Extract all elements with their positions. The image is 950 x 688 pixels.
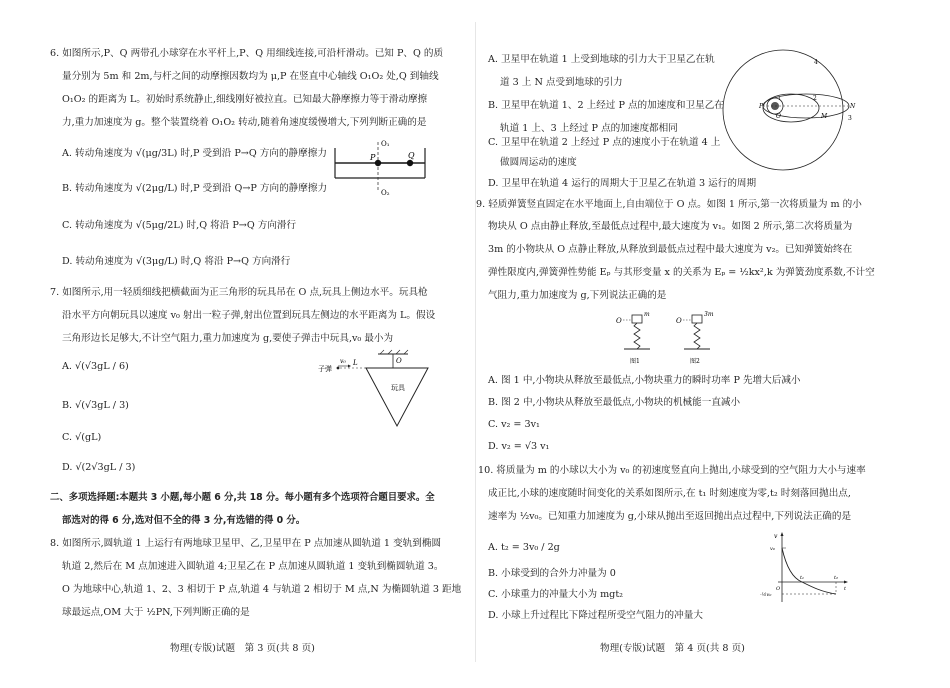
q9-fig-o-1: O	[616, 317, 622, 325]
q10-fig-neg-half-v0: -½v₀	[760, 592, 772, 598]
q7-fig-toy: 玩具	[391, 384, 405, 392]
q7-fig-bullet: 子弹	[318, 365, 332, 373]
q8-fig-label-1: 1	[778, 96, 782, 102]
q7-stem-line: 三角形边长足够大,不计空气阻力,重力加速度为 g,要使子弹击中玩具,v₀ 最小为	[62, 333, 394, 344]
q6-option-d[interactable]: D. 转动角速度为 √(3μg/L) 时,Q 将沿 P→Q 方向滑行	[62, 256, 291, 267]
q8-stem-line: 8. 如图所示,圆轨道 1 上运行有两地球卫星甲、乙,卫星甲在 P 点加速从圆轨道 1 变轨到椭圆	[50, 538, 442, 549]
q8-option-c[interactable]: C. 卫星甲在轨道 2 上经过 P 点的速度小于在轨道 4 上	[488, 137, 721, 148]
q6-option-b[interactable]: B. 转动角速度为 √(2μg/L) 时,P 受到沿 Q→P 方向的静摩擦力	[62, 183, 328, 194]
q8-stem-line: 球最远点,OM 大于 ½PN,下列判断正确的是	[62, 607, 250, 618]
q8-fig-m: M	[821, 113, 828, 120]
q9-fig-caption-2: 图2	[690, 358, 700, 365]
q6-option-a[interactable]: A. 转动角速度为 √(μg/3L) 时,P 受到沿 P→Q 方向的静摩擦力	[62, 148, 327, 159]
q8-option-a-cont: 道 3 上 N 点受到地球的引力	[500, 77, 623, 88]
q10-fig-v: v	[774, 533, 778, 540]
q10-option-d[interactable]: D. 小球上升过程比下降过程所受空气阻力的冲量大	[488, 610, 703, 621]
page-footer: 物理(专版)试题 第 3 页(共 8 页)	[170, 643, 315, 654]
q10-option-a[interactable]: A. t₂ = 3v₀ / 2g	[488, 542, 560, 553]
q10-option-b[interactable]: B. 小球受到的合外力冲量为 0	[488, 568, 616, 579]
q8-fig-p: P	[759, 103, 764, 110]
q9-fig-caption-1: 图1	[630, 358, 640, 365]
q8-fig-o: O	[776, 113, 781, 120]
q8-option-b-cont: 轨道 1 上、3 上经过 P 点的加速度都相同	[500, 123, 678, 134]
q8-orbit-figure	[723, 50, 883, 175]
q6-stem-line: O₁O₂ 的距离为 L。初始时系统静止,细线刚好被拉直。已知最大静摩擦力等于滑动摩擦	[62, 94, 428, 105]
q8-fig-label-4: 4	[814, 59, 818, 66]
q8-option-b[interactable]: B. 卫星甲在轨道 1、2 上经过 P 点的加速度和卫星乙在	[488, 100, 724, 111]
q9-stem-line: 弹性限度内,弹簧弹性势能 Eₚ 与其形变量 x 的关系为 Eₚ = ½kx²,k 为弹簧劲度系数,不计空	[488, 267, 875, 278]
q10-fig-v0: v₀	[770, 546, 775, 552]
q6-stem-line: 6. 如图所示,P、Q 两带孔小球穿在水平杆上,P、Q 用细线连接,可沿杆滑动。已知 P、Q 的质	[50, 48, 444, 59]
q9-option-d[interactable]: D. v₂ = √3 v₁	[488, 441, 550, 452]
q8-option-c-cont: 做圆周运动的速度	[500, 157, 577, 168]
q10-fig-t1: t₁	[800, 575, 805, 581]
q10-fig-t2: t₂	[834, 575, 839, 581]
q9-fig-m: m	[644, 311, 650, 318]
q8-option-d[interactable]: D. 卫星甲在轨道 4 运行的周期大于卫星乙在轨道 3 运行的周期	[488, 178, 757, 189]
q10-stem-line: 速率为 ½v₀。已知重力加速度为 g,小球从抛出至返回抛出点过程中,下列说法正确的是	[488, 511, 852, 522]
q9-stem-line: 9. 轻质弹簧竖直固定在水平地面上,自由端位于 O 点。如图 1 所示,第一次将质量为 m 的小	[476, 199, 862, 210]
q7-stem-line: 7. 如图所示,用一轻质细线把横截面为正三角形的玩具吊在 O 点,玩具上侧边水平。玩具枪	[50, 287, 428, 298]
q6-rod-figure	[330, 138, 430, 196]
q9-stem-line: 物块从 O 点由静止释放,至最低点过程中,最大速度为 v₁。如图 2 所示,第二次将质量为	[488, 221, 853, 232]
q10-fig-t: t	[844, 586, 847, 592]
page-divider	[475, 22, 476, 662]
q6-fig-o1: O₁	[381, 140, 390, 148]
q9-option-b[interactable]: B. 图 2 中,小物块从释放至最低点,小物块的机械能一直减小	[488, 397, 741, 408]
q9-option-a[interactable]: A. 图 1 中,小物块从释放至最低点,小物块重力的瞬时功率 P 先增大后减小	[488, 375, 801, 386]
q8-fig-label-2: 2	[813, 95, 817, 102]
q6-stem-line: 量分别为 5m 和 2m,与杆之间的动摩擦因数均为 μ,P 在竖直中心轴线 O₁O₂ 处,Q 到轴线	[62, 71, 439, 82]
q10-fig-o: O	[776, 586, 781, 592]
q6-fig-q: Q	[408, 151, 415, 160]
q8-stem-line: O 为地球中心,轨道 1、2、3 相切于 P 点,轨道 4 与轨道 2 相切于 M 点,N 为椭圆轨道 3 距地	[62, 584, 462, 595]
q6-option-c[interactable]: C. 转动角速度为 √(5μg/2L) 时,Q 将沿 P→Q 方向滑行	[62, 220, 297, 231]
q8-stem-line: 轨道 2,然后在 M 点加速进入圆轨道 4;卫星乙在 P 点加速从圆轨道 1 变轨到椭圆轨道 3。	[62, 561, 444, 572]
q9-fig-o-2: O	[676, 317, 682, 325]
q7-option-a[interactable]: A. √(√3gL / 6)	[62, 361, 129, 372]
q7-option-b[interactable]: B. √(√3gL / 3)	[62, 400, 129, 411]
section-heading: 部选对的得 6 分,选对但不全的得 3 分,有选错的得 0 分。	[62, 515, 306, 526]
q6-fig-p: P	[370, 153, 376, 162]
q7-option-c[interactable]: C. √(gL)	[62, 432, 102, 443]
q8-fig-label-3: 3	[848, 115, 852, 122]
q9-option-c[interactable]: C. v₂ = 3v₁	[488, 419, 540, 430]
section-heading: 二、多项选择题:本题共 3 小题,每小题 6 分,共 18 分。每小题有多个选项符合题目要求。全	[50, 492, 435, 503]
q9-stem-line: 3m 的小物块从 O 点静止释放,从释放到最低点过程中最大速度为 v₂。已知弹簧始终在	[488, 244, 853, 255]
q7-fig-l: L	[353, 359, 358, 367]
q9-fig-3m: 3m	[704, 311, 714, 318]
q8-option-a[interactable]: A. 卫星甲在轨道 1 上受到地球的引力大于卫星乙在轨	[488, 54, 715, 65]
q7-toy-figure	[318, 352, 448, 430]
q7-fig-o: O	[396, 357, 402, 365]
q10-stem-line: 成正比,小球的速度随时间变化的关系如图所示,在 t₁ 时刻速度为零,t₂ 时刻落回抛出点,	[488, 488, 851, 499]
page-footer: 物理(专版)试题 第 4 页(共 8 页)	[600, 643, 745, 654]
q6-stem-line: 力,重力加速度为 g。整个装置绕着 O₁O₂ 转动,随着角速度缓慢增大,下列判断正确的是	[62, 117, 427, 128]
q10-stem-line: 10. 将质量为 m 的小球以大小为 v₀ 的初速度竖直向上抛出,小球受到的空气阻力大小与速率	[478, 465, 866, 476]
q9-spring-figure	[614, 305, 734, 367]
q8-fig-n: N	[850, 103, 856, 110]
q7-stem-line: 沿水平方向朝玩具以速度 v₀ 射出一粒子弹,射出位置到玩具左侧边的水平距离为 L。假设	[62, 310, 436, 321]
q10-vt-graph	[760, 530, 850, 605]
q9-stem-line: 气阻力,重力加速度为 g,下列说法正确的是	[488, 290, 667, 301]
q10-option-c[interactable]: C. 小球重力的冲量大小为 mgt₂	[488, 589, 624, 600]
q6-fig-o2: O₂	[381, 189, 390, 197]
q7-fig-v0: v₀	[340, 358, 346, 365]
q7-option-d[interactable]: D. √(2√3gL / 3)	[62, 462, 136, 473]
